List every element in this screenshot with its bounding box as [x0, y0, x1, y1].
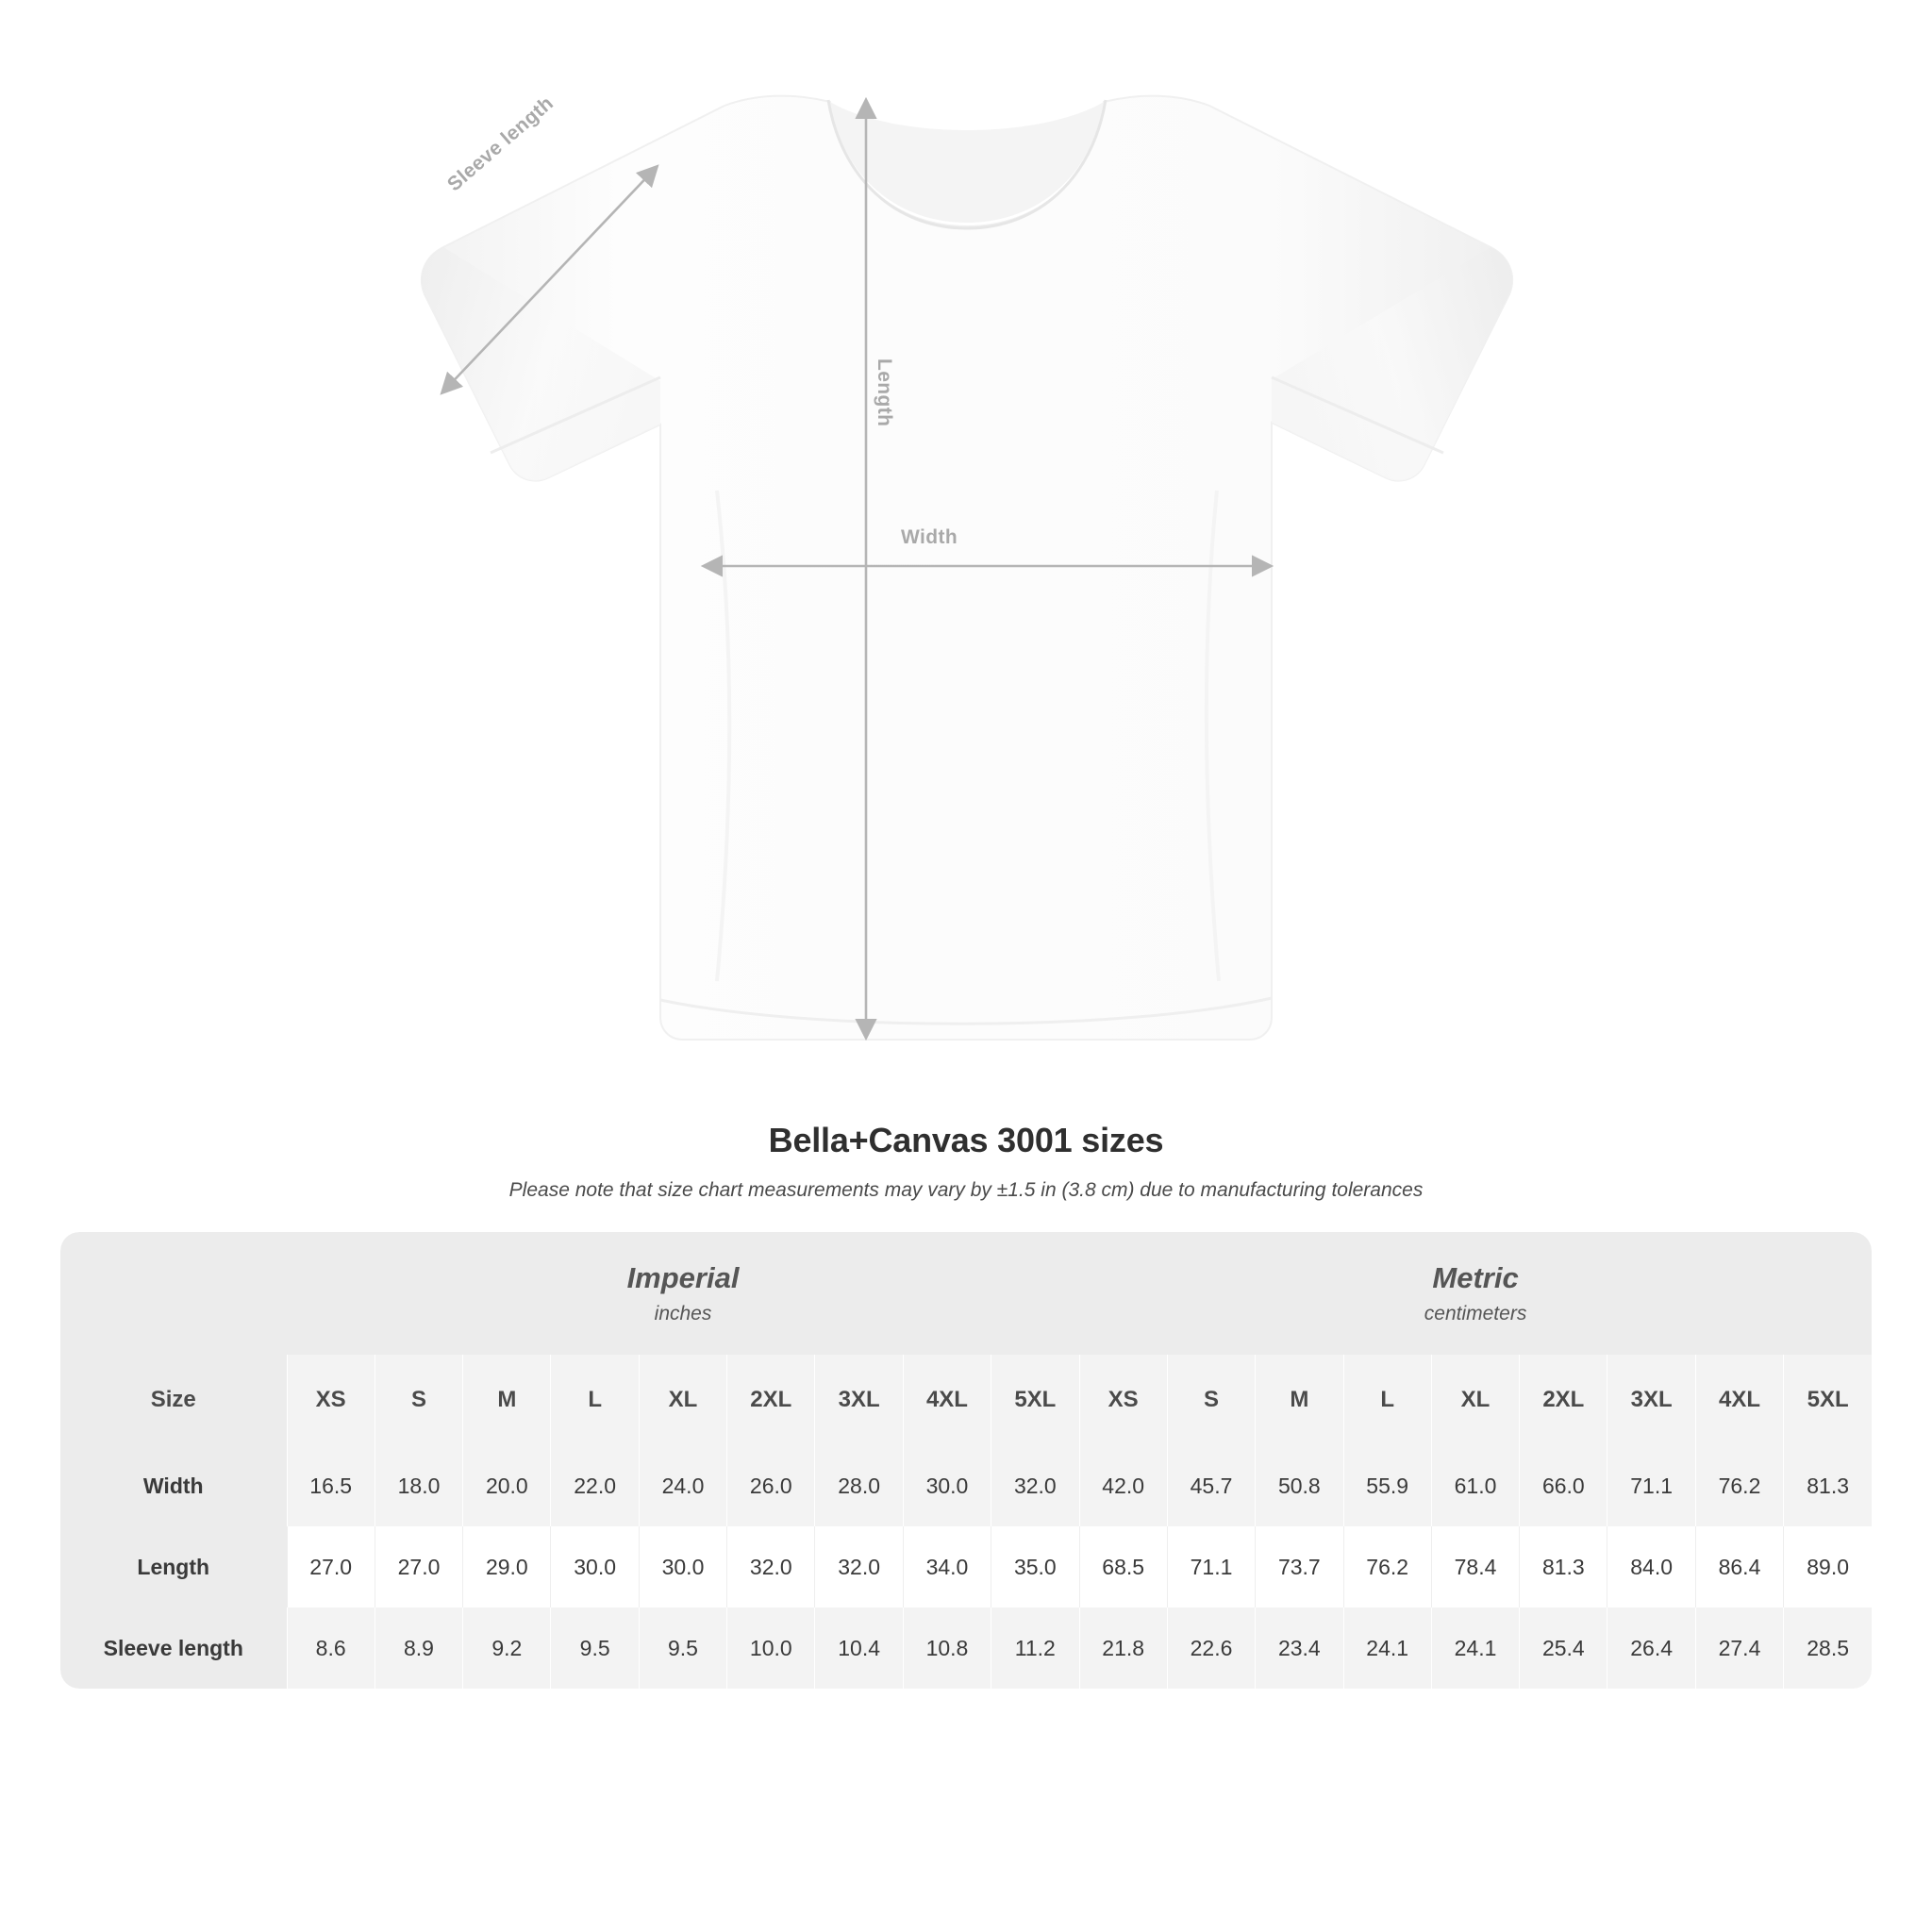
table-cell: 22.6: [1167, 1607, 1255, 1689]
table-cell: 32.0: [815, 1526, 903, 1607]
table-cell: 28.0: [815, 1445, 903, 1526]
table-cell: 61.0: [1431, 1445, 1519, 1526]
size-table-wrapper: [60, 1232, 1872, 1689]
table-cell: 10.0: [727, 1607, 815, 1689]
size-header-cell: M: [463, 1355, 551, 1445]
size-header-cell: 5XL: [991, 1355, 1079, 1445]
size-header-cell: S: [375, 1355, 462, 1445]
size-header-cell: 4XL: [903, 1355, 991, 1445]
size-header-cell: 2XL: [1520, 1355, 1607, 1445]
table-cell: 42.0: [1079, 1445, 1167, 1526]
table-cell: 35.0: [991, 1526, 1079, 1607]
table-cell: 25.4: [1520, 1607, 1607, 1689]
table-cell: 50.8: [1256, 1445, 1343, 1526]
size-header-cell: L: [551, 1355, 639, 1445]
row-label-sleeve-length: Sleeve length: [60, 1607, 287, 1689]
length-label: Length: [874, 358, 895, 427]
table-cell: 22.0: [551, 1445, 639, 1526]
size-header-cell: 2XL: [727, 1355, 815, 1445]
unit-sub-imperial: inches: [654, 1303, 712, 1324]
table-cell: 11.2: [991, 1607, 1079, 1689]
table-cell: 76.2: [1343, 1526, 1431, 1607]
unit-sub-metric: centimeters: [1424, 1303, 1527, 1324]
size-header-cell: S: [1167, 1355, 1255, 1445]
size-table: [60, 1232, 1872, 1689]
table-cell: 71.1: [1607, 1445, 1695, 1526]
unit-name-imperial: Imperial: [626, 1261, 740, 1294]
table-row: [60, 1607, 1872, 1689]
tshirt-shape: [422, 96, 1512, 1040]
table-cell: 78.4: [1431, 1526, 1519, 1607]
table-cell: 9.5: [551, 1607, 639, 1689]
table-cell: 89.0: [1784, 1526, 1872, 1607]
unit-header-spacer: [60, 1232, 287, 1355]
table-cell: 8.6: [287, 1607, 375, 1689]
table-cell: 20.0: [463, 1445, 551, 1526]
table-row: [60, 1445, 1872, 1526]
size-header-cell: 5XL: [1784, 1355, 1872, 1445]
table-cell: 24.0: [639, 1445, 726, 1526]
table-cell: 10.4: [815, 1607, 903, 1689]
table-cell: 28.5: [1784, 1607, 1872, 1689]
tolerance-note: Please note that size chart measurements may vary by ±1.5 in (3.8 cm) due to manufacturing tolerances: [508, 1179, 1424, 1201]
unit-header-imperial: [287, 1232, 1079, 1355]
table-cell: 18.0: [375, 1445, 462, 1526]
size-header-cell: L: [1343, 1355, 1431, 1445]
table-cell: 24.1: [1343, 1607, 1431, 1689]
size-header-cell: 3XL: [1607, 1355, 1695, 1445]
table-cell: 34.0: [903, 1526, 991, 1607]
table-cell: 76.2: [1695, 1445, 1783, 1526]
unit-name-metric: Metric: [1432, 1261, 1519, 1294]
table-cell: 84.0: [1607, 1526, 1695, 1607]
page-title: Bella+Canvas 3001 sizes: [768, 1121, 1164, 1159]
table-cell: 81.3: [1784, 1445, 1872, 1526]
table-cell: 24.1: [1431, 1607, 1519, 1689]
width-label: Width: [901, 526, 958, 548]
table-cell: 9.5: [639, 1607, 726, 1689]
unit-header-row: [60, 1232, 1872, 1355]
size-header-row: [60, 1355, 1872, 1445]
table-cell: 27.4: [1695, 1607, 1783, 1689]
size-header-cell: XS: [1079, 1355, 1167, 1445]
table-cell: 29.0: [463, 1526, 551, 1607]
size-header-cell: 3XL: [815, 1355, 903, 1445]
table-cell: 21.8: [1079, 1607, 1167, 1689]
size-header-cell: XL: [1431, 1355, 1519, 1445]
table-cell: 30.0: [551, 1526, 639, 1607]
size-row-label: Size: [60, 1355, 287, 1445]
table-cell: 68.5: [1079, 1526, 1167, 1607]
table-cell: 45.7: [1167, 1445, 1255, 1526]
sleeve-length-label: Sleeve length: [443, 92, 558, 196]
table-cell: 26.0: [727, 1445, 815, 1526]
table-row: [60, 1526, 1872, 1607]
size-header-cell: M: [1256, 1355, 1343, 1445]
table-cell: 55.9: [1343, 1445, 1431, 1526]
table-cell: 8.9: [375, 1607, 462, 1689]
size-header-cell: XL: [639, 1355, 726, 1445]
size-header-cell: XS: [287, 1355, 375, 1445]
table-cell: 30.0: [639, 1526, 726, 1607]
table-cell: 86.4: [1695, 1526, 1783, 1607]
table-cell: 16.5: [287, 1445, 375, 1526]
table-cell: 27.0: [287, 1526, 375, 1607]
table-cell: 9.2: [463, 1607, 551, 1689]
table-cell: 23.4: [1256, 1607, 1343, 1689]
table-cell: 73.7: [1256, 1526, 1343, 1607]
row-label-length: Length: [60, 1526, 287, 1607]
table-cell: 32.0: [991, 1445, 1079, 1526]
table-cell: 10.8: [903, 1607, 991, 1689]
table-cell: 32.0: [727, 1526, 815, 1607]
table-cell: 66.0: [1520, 1445, 1607, 1526]
table-cell: 81.3: [1520, 1526, 1607, 1607]
row-label-width: Width: [60, 1445, 287, 1526]
unit-header-metric: [1079, 1232, 1872, 1355]
table-cell: 26.4: [1607, 1607, 1695, 1689]
table-cell: 71.1: [1167, 1526, 1255, 1607]
chart-heading: [0, 1121, 1932, 1202]
table-cell: 30.0: [903, 1445, 991, 1526]
size-header-cell: 4XL: [1695, 1355, 1783, 1445]
table-cell: 27.0: [375, 1526, 462, 1607]
